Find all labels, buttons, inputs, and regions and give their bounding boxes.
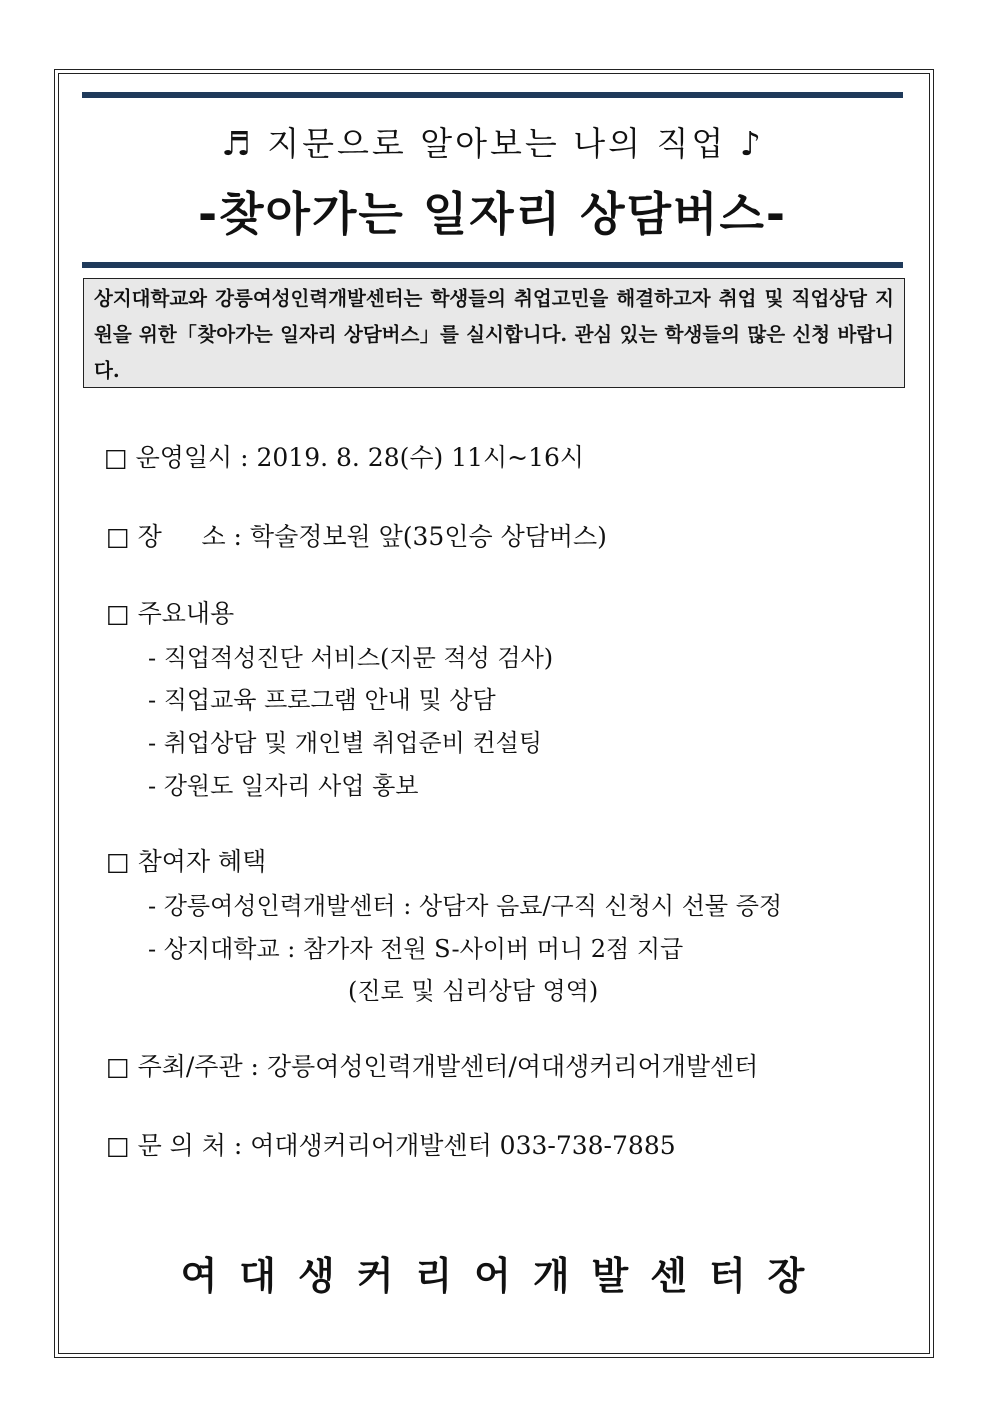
contact-item: □ 문 의 처 : 여대생커리어개발센터 033-738-7885 xyxy=(106,1131,676,1160)
intro-text: 상지대학교와 강릉여성인력개발센터는 학생들의 취업고민을 해결하고자 취업 및 직업상담 지원을 위한「찾아가는 일자리 상담버스」를 실시합니다. 관심 있는 학생들의 많은 신청 바랍니다. xyxy=(94,287,894,382)
content-list-item: - 직업적성진단 서비스(지문 적성 검사) xyxy=(148,644,554,672)
content-list-item: - 직업교육 프로그램 안내 및 상담 xyxy=(148,686,496,714)
page-title: -찾아가는 일자리 상담버스- xyxy=(197,187,787,241)
schedule-item: □ 운영일시 : 2019. 8. 28(수) 11시~16시 xyxy=(104,443,585,472)
header-rule-bottom xyxy=(82,262,903,268)
benefit-heading: □ 참여자 혜택 xyxy=(106,847,267,876)
benefit-list-item: - 상지대학교 : 참가자 전원 S-사이버 머니 2점 지급 xyxy=(148,935,684,963)
location-item: □ 장 소 : 학술정보원 앞(35인승 상담버스) xyxy=(106,522,607,551)
footer-signature: 여대생커리어개발센터장 xyxy=(180,1254,827,1298)
content-heading: □ 주요내용 xyxy=(106,599,235,628)
benefit-list-item: - 강릉여성인력개발센터 : 상담자 음료/구직 신청시 선물 증정 xyxy=(148,892,783,920)
intro-box xyxy=(83,278,905,388)
content-list-item: - 강원도 일자리 사업 홍보 xyxy=(148,772,419,800)
header-rule-top xyxy=(82,92,903,98)
host-item: □ 주최/주관 : 강릉여성인력개발센터/여대생커리어개발센터 xyxy=(106,1052,759,1081)
page-subtitle: ♬ 지문으로 알아보는 나의 직업 ♪ xyxy=(221,124,764,163)
content-list-item: - 취업상담 및 개인별 취업준비 컨설팅 xyxy=(148,729,543,757)
benefit-note: (진로 및 심리상담 영역) xyxy=(348,977,599,1005)
